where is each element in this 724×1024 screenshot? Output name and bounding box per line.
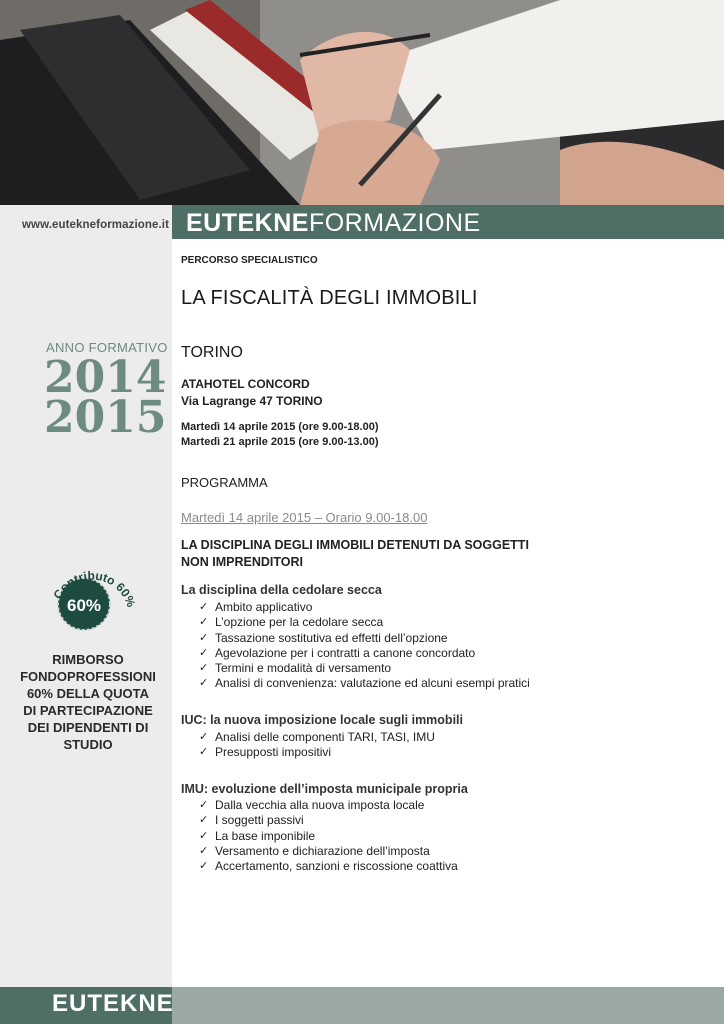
list-item: ✓ Tassazione sostitutiva ed effetti dell’opzione xyxy=(199,630,448,645)
city: TORINO xyxy=(181,344,243,361)
date-1: Martedì 14 aprile 2015 (ore 9.00-18.00) xyxy=(181,421,379,433)
list-item: ✓ Analisi di convenienza: valutazione ed alcuni esempi pratici xyxy=(199,676,530,691)
section-title-line-2: NON IMPRENDITORI xyxy=(181,555,303,569)
check-icon: ✓ xyxy=(199,646,209,659)
block-list xyxy=(199,730,435,761)
website-link[interactable]: www.eutekneformazione.it xyxy=(22,219,170,231)
anno-formativo-label: ANNO FORMATIVO xyxy=(46,340,168,355)
rimborso-text xyxy=(18,651,158,753)
logo-light: FORMAZIONE xyxy=(308,209,481,237)
list-item: ✓ Accertamento, sanzioni e riscossione coattiva xyxy=(199,859,458,874)
list-item: ✓ Presupposti impositivi xyxy=(199,745,332,760)
block-title: IMU: evoluzione dell’imposta municipale propria xyxy=(181,782,468,796)
rimborso-line: RIMBORSO xyxy=(52,652,124,667)
check-icon: ✓ xyxy=(199,814,209,827)
block-list xyxy=(199,600,530,692)
list-item: ✓ I soggetti passivi xyxy=(199,813,304,828)
block-list xyxy=(199,798,458,874)
check-icon: ✓ xyxy=(199,731,209,743)
rimborso-line: DI PARTECIPAZIONE xyxy=(23,703,153,718)
check-icon: ✓ xyxy=(199,616,209,629)
eutekne-formazione-logo xyxy=(186,209,481,237)
block-title: La disciplina della cedolare secca xyxy=(181,583,382,597)
list-item: ✓ Versamento e dichiarazione dell’imposta xyxy=(199,843,430,858)
section-title-line-1: LA DISCIPLINA DEGLI IMMOBILI DETENUTI DA SOGGETTI xyxy=(181,538,529,552)
footer-logo: EUTEKNE xyxy=(52,990,174,1017)
day-heading: Martedì 14 aprile 2015 – Orario 9.00-18.00 xyxy=(181,510,428,525)
address: Via Lagrange 47 TORINO xyxy=(181,394,323,408)
list-item: ✓ Agevolazione per i contratti a canone concordato xyxy=(199,645,476,660)
venue: ATAHOTEL CONCORD xyxy=(181,377,310,391)
check-icon: ✓ xyxy=(199,799,209,811)
list-item: ✓ Termini e modalità di versamento xyxy=(199,661,392,676)
check-icon: ✓ xyxy=(199,601,209,613)
check-icon: ✓ xyxy=(199,677,209,690)
block-title: IUC: la nuova imposizione locale sugli immobili xyxy=(181,713,463,727)
check-icon: ✓ xyxy=(199,746,209,759)
list-item: ✓ Ambito applicativo xyxy=(199,600,313,614)
rimborso-line: DEI DIPENDENTI DI xyxy=(27,720,149,735)
header-photo xyxy=(0,0,724,205)
rimborso-line: STUDIO xyxy=(63,737,113,752)
page-title: LA FISCALITÀ DEGLI IMMOBILI xyxy=(181,287,478,309)
check-icon: ✓ xyxy=(199,631,209,644)
list-item: ✓ Analisi delle componenti TARI, TASI, IMU xyxy=(199,730,435,744)
list-item: ✓ Dalla vecchia alla nuova imposta locale xyxy=(199,798,425,812)
header-photo-illustration xyxy=(0,0,724,205)
logo-bold: EUTEKNE xyxy=(186,209,309,237)
check-icon: ✓ xyxy=(199,829,209,842)
check-icon: ✓ xyxy=(199,860,209,873)
list-item: ✓ L’opzione per la cedolare secca xyxy=(199,615,384,630)
badge-value: 60% xyxy=(66,596,102,615)
list-item: ✓ La base imponibile xyxy=(199,828,316,843)
check-icon: ✓ xyxy=(199,662,209,675)
contributo-badge xyxy=(48,548,138,638)
year-end: 2015 xyxy=(44,392,167,443)
rimborso-line: 60% DELLA QUOTA xyxy=(26,686,150,701)
check-icon: ✓ xyxy=(199,844,209,857)
badge-arc-text: Contributo 60% xyxy=(50,568,138,609)
year-start: 2014 xyxy=(44,352,167,403)
kicker: PERCORSO SPECIALISTICO xyxy=(181,255,318,266)
rimborso-line: FONDOPROFESSIONI xyxy=(20,669,156,684)
programma-heading: PROGRAMMA xyxy=(181,475,268,490)
date-2: Martedì 21 aprile 2015 (ore 9.00-13.00) xyxy=(181,436,379,448)
